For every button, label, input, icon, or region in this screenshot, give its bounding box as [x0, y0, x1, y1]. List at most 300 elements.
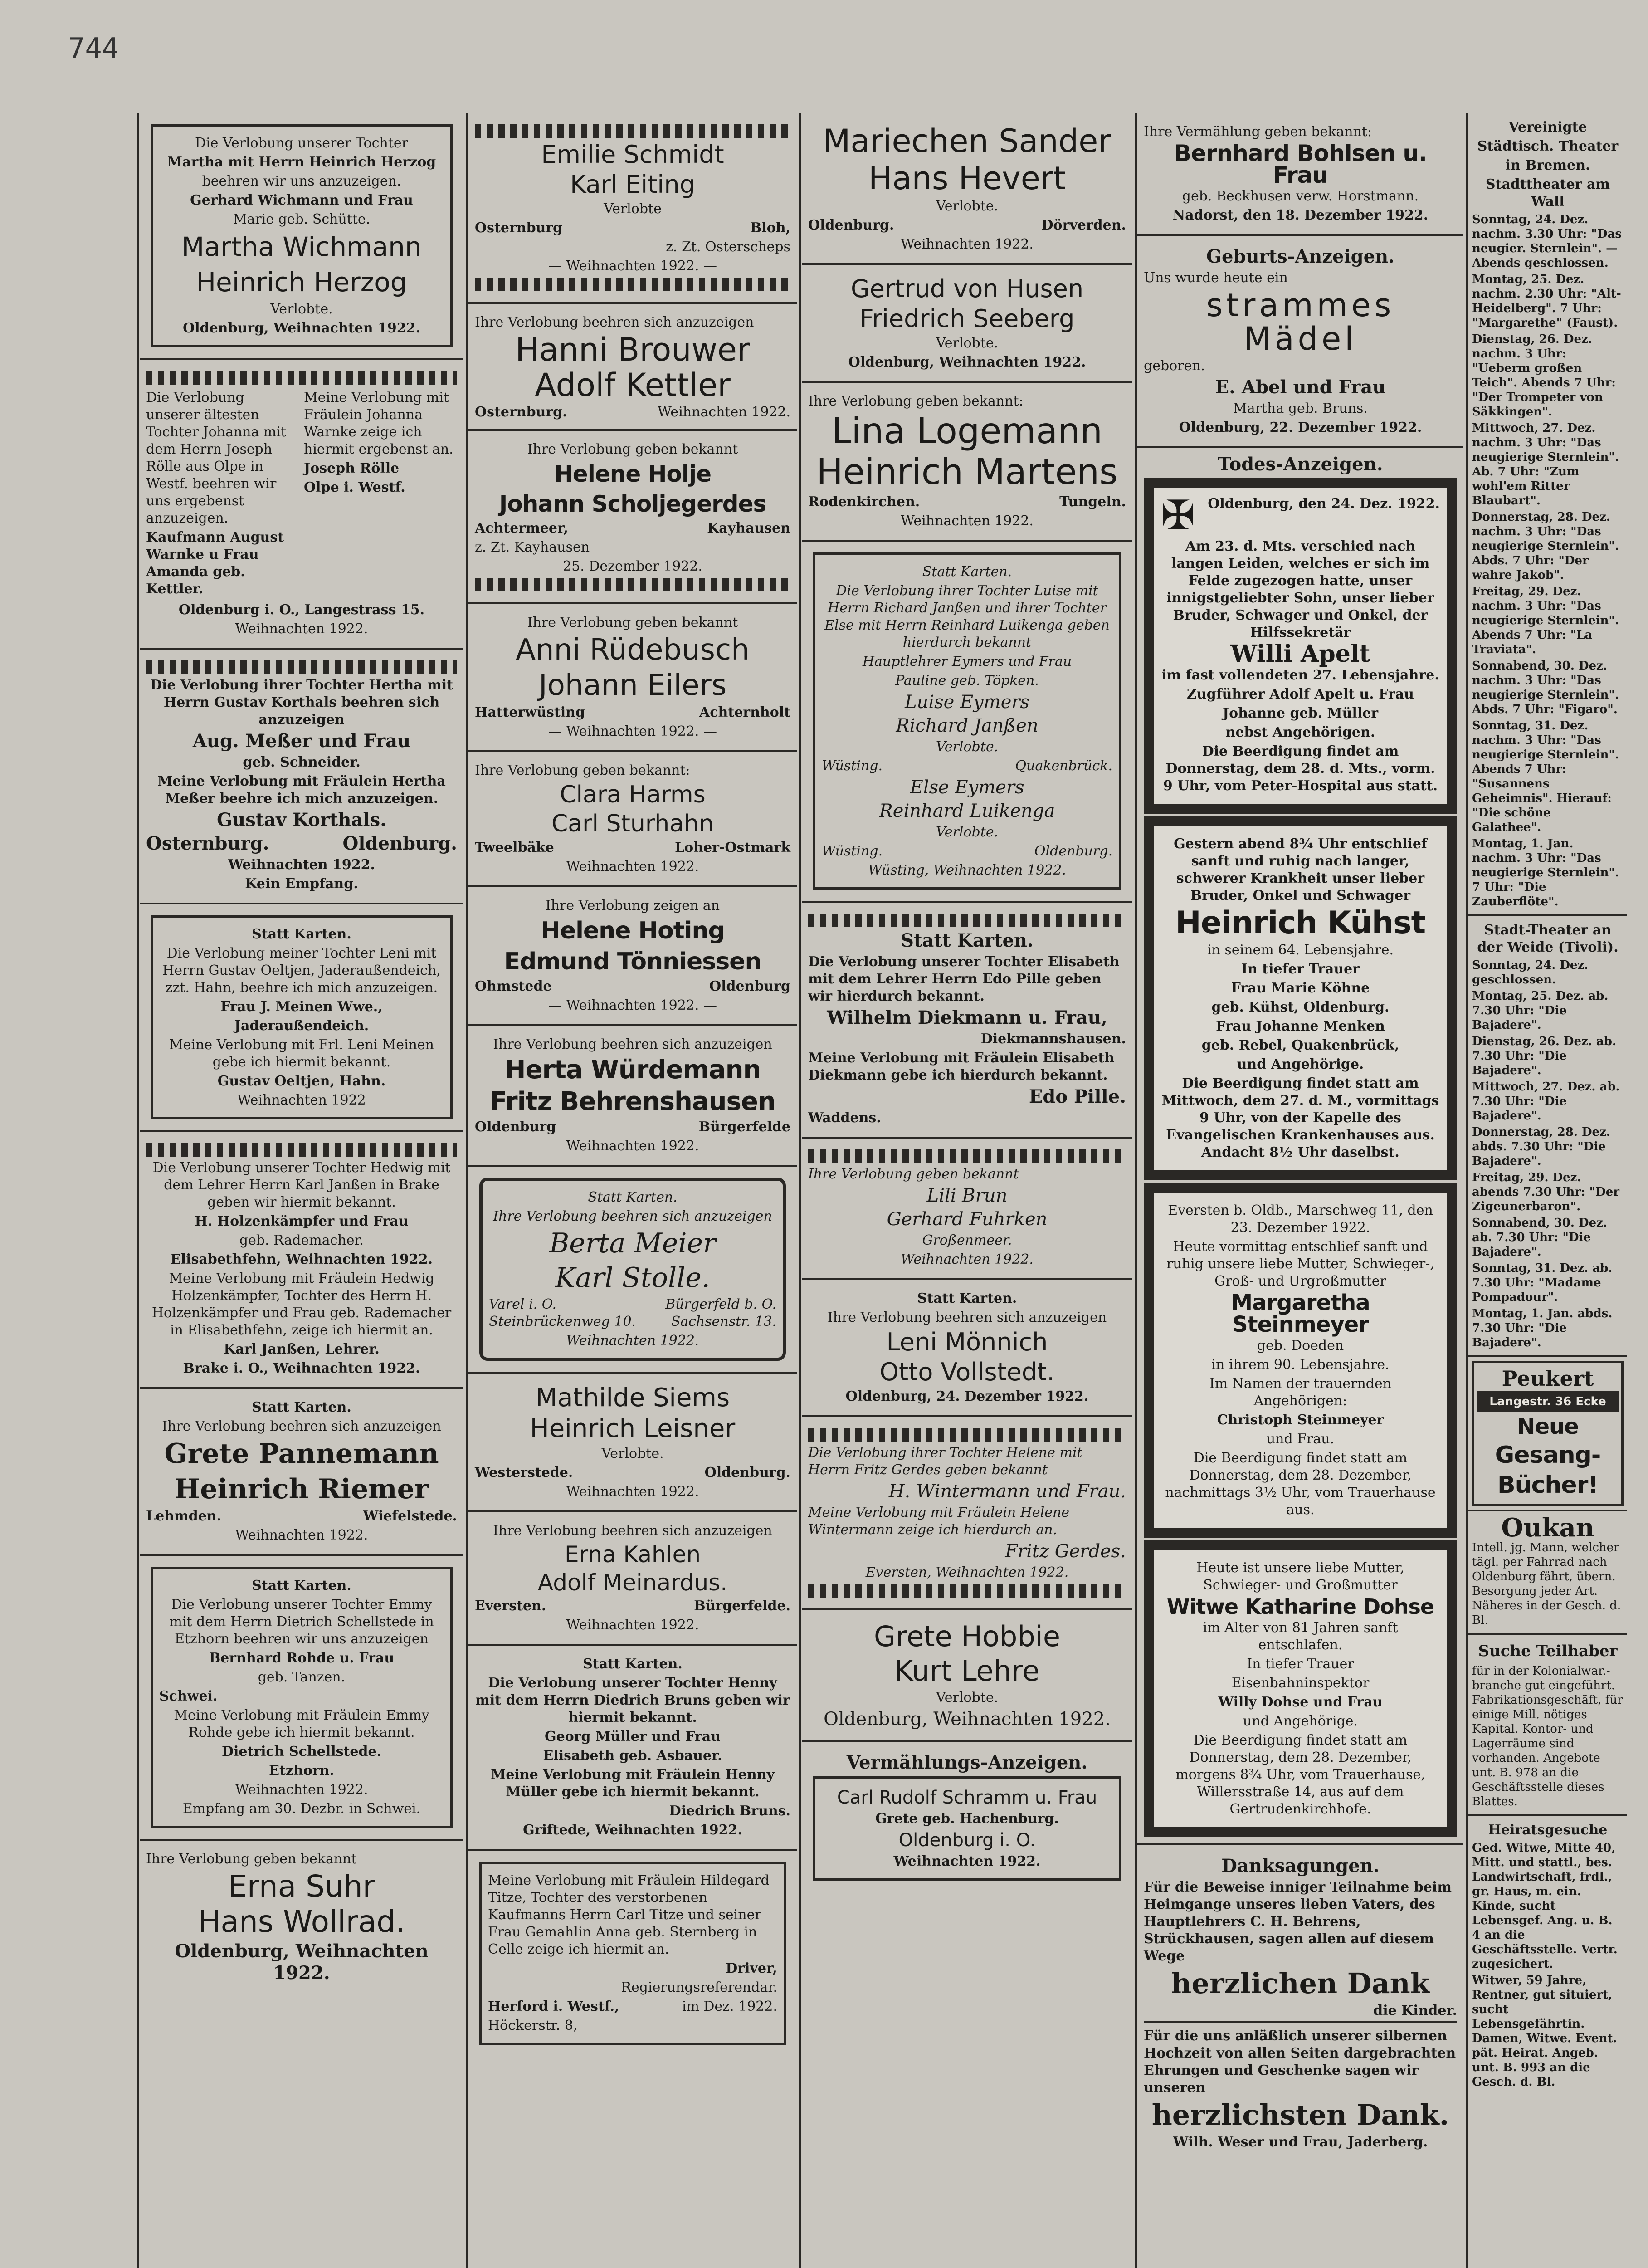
date: Weihnachten 1922.: [901, 1251, 1034, 1267]
text: geb. Tanzen.: [258, 1669, 346, 1685]
name: Johann Scholjegerdes: [499, 491, 766, 517]
text: Stadt-Theater an der Weide (Tivoli).: [1477, 922, 1619, 955]
engagement-ad-wintermann: [802, 1417, 1132, 1610]
text: Lehmden.: [146, 1508, 222, 1524]
date: Weihnachten 1922.: [658, 404, 790, 420]
text: Ihre Verlobung geben bekannt: [146, 1851, 357, 1867]
death-notice-kuehst: [1144, 816, 1457, 1180]
engagement-ad-holzenkaempfer: [140, 1132, 463, 1389]
text: Osternburg: [475, 220, 563, 236]
text: Statt Karten.: [252, 1578, 351, 1593]
text: Statt Karten.: [252, 926, 351, 942]
wedding-section: [802, 1742, 1132, 1892]
name: Clara Harms: [560, 781, 706, 808]
text: Städtisch. Theater: [1477, 138, 1619, 154]
text: Oldenburg i. O.: [898, 1830, 1036, 1851]
name: Friedrich Seeberg: [859, 304, 1075, 333]
date: Weihnachten 1922: [237, 1092, 366, 1108]
name: Margaretha Steinmeyer: [1231, 1290, 1370, 1337]
name: Leni Mönnich: [886, 1328, 1048, 1356]
date: Weihnachten 1922.: [566, 859, 699, 875]
text: Wüsting.: [822, 758, 883, 774]
text: Witwer, 59 Jahre, Rentner, gut situiert, sucht Lebensgefährtin. Damen, Witwe. Event. pät. Heirat. Angeb. unt. B. 993 an die Gesch. d. Bl.: [1472, 1974, 1617, 2089]
ornament-border: [808, 1584, 1126, 1598]
text: Ihre Verlobung geben bekannt:: [808, 393, 1024, 409]
text: Oldenburg.: [342, 833, 457, 854]
date: 25. Dezember 1922.: [563, 558, 702, 574]
text: Oldenburg.: [1034, 843, 1112, 859]
text: Stadttheater am Wall: [1485, 176, 1610, 210]
text: Oldenburg i. O., Langestrass 15.: [178, 602, 425, 618]
text: Kein Empfang.: [245, 876, 358, 892]
date: — Weihnachten 1922. —: [548, 997, 717, 1013]
section-heading: Vermählungs-Anzeigen.: [846, 1752, 1088, 1773]
text: Bürgerfelde.: [694, 1598, 790, 1614]
engagement-ad-pannemann: [140, 1389, 463, 1556]
text: Oldenburg.: [704, 1465, 790, 1481]
engagement-ad-siems: [468, 1374, 797, 1512]
engagement-ad-meier: [468, 1167, 797, 1374]
text: Sachsenstr. 13.: [671, 1314, 776, 1330]
birth-announcement: [1137, 236, 1463, 448]
text: Marie geb. Schütte.: [233, 211, 371, 227]
text: Peukert: [1502, 1366, 1594, 1391]
text: und Angehörige.: [1243, 1713, 1358, 1729]
text: Freitag, 29. Dez. abends 7.30 Uhr: "Der Zigeunerbaron".: [1472, 1171, 1619, 1213]
text: Meine Verlobung mit Fräulein Emmy Rohde gebe ich hiermit bekannt.: [174, 1707, 429, 1740]
text: Gestern abend 8¾ Uhr entschlief sanft und ruhig nach langer, schwerer Krankheit unser lieber Bruder, Onkel und Schwager: [1174, 836, 1427, 904]
text: Die Verlobung ihrer Tochter Luise mit Herrn Richard Janßen und ihrer Tochter Else mit Herrn Reinhard Luikenga geben hierdurch bekannt: [824, 583, 1110, 650]
ad-right: [304, 387, 457, 600]
text: Für die uns anläßlich unserer silbernen Hochzeit von allen Seiten dargebrachten Ehrungen und Geschenke sagen wir unseren: [1144, 2021, 1457, 2097]
date: Oldenburg, Weihnachten 1922.: [175, 1941, 429, 1984]
text: Frau J. Meinen Wwe.,: [220, 999, 383, 1015]
text: Schwei.: [159, 1688, 218, 1704]
ornament-border: [808, 1149, 1126, 1163]
date: Brake i. O., Weihnachten 1922.: [183, 1360, 420, 1376]
text: geb. Beckhusen verw. Horstmann.: [1182, 188, 1419, 204]
text: Frau Marie Köhne: [1231, 980, 1370, 996]
text: Dienstag, 26. Dez. nachm. 3 Uhr: "Ueberm großen Teich". Abends 7 Uhr: "Der Trompeter von Säkkingen".: [1472, 332, 1616, 419]
name: Heinrich Leisner: [530, 1414, 736, 1443]
places: [808, 217, 1126, 234]
text: Statt Karten.: [588, 1189, 678, 1205]
name: Mariechen Sander: [823, 122, 1112, 160]
section-heading: Geburts-Anzeigen.: [1206, 246, 1395, 267]
section-heading: Todes-Anzeigen.: [1218, 454, 1383, 475]
text: Kayhausen: [707, 520, 790, 536]
text: Loher-Ostmark: [675, 840, 790, 855]
name: Witwe Katharine Dohse: [1166, 1594, 1434, 1619]
text: im Alter von 81 Jahren sanft entschlafen.: [1203, 1620, 1398, 1653]
date: Weihnachten 1922.: [566, 1333, 699, 1349]
text: Montag, 1. Jan. nachm. 3 Uhr: "Das neugierige Sternlein". 7 Uhr: "Die Zauberflöte".: [1472, 837, 1619, 909]
text: Freitag, 29. Dez. nachm. 3 Uhr: "Das neugierige Sternlein". Abends 7 Uhr: "La Traviata".: [1472, 585, 1619, 656]
date: Weihnachten 1922.: [566, 1617, 699, 1633]
engagement-ad-suhr: [140, 1841, 463, 1994]
places: [475, 520, 790, 537]
text: H. Wintermann und Frau.: [888, 1481, 1126, 1502]
ad-frame: [479, 1862, 786, 2045]
text: Die Beerdigung findet statt am Donnerstag, dem 28. Dezember, morgens 8¾ Uhr, vom Trauerhause, Willersstraße 14, aus auf dem Gertrudenkirchhofe.: [1175, 1732, 1425, 1817]
death-notice-dohse: [1144, 1540, 1457, 1837]
ornament-border: [475, 124, 790, 138]
text: Willy Dohse und Frau: [1218, 1694, 1383, 1710]
text: Aug. Meßer und Frau: [192, 730, 411, 752]
engagement-ad-meinen: [140, 904, 463, 1132]
places: [822, 758, 1112, 775]
name: Martha Wichmann: [181, 231, 422, 262]
places: [146, 1508, 457, 1525]
name: Emilie Schmidt: [541, 140, 724, 169]
text: Vereinigte: [1508, 119, 1587, 135]
engagement-ad-mueller: [468, 1646, 797, 1851]
engagement-ad-moennich: [802, 1280, 1132, 1417]
text: z. Zt. Osterscheps: [666, 239, 790, 255]
notice-top: [1161, 492, 1440, 539]
places: [475, 220, 790, 237]
name: Reinhard Luikenga: [879, 801, 1055, 821]
name: Luise Eymers: [904, 692, 1030, 713]
death-notice-steinmeyer: [1144, 1183, 1457, 1538]
text: Varel i. O.: [489, 1296, 557, 1312]
name: Herta Würdemann: [504, 1055, 761, 1085]
text: Die Verlobung unserer Tochter: [195, 135, 408, 151]
ornament-border: [808, 914, 1126, 927]
text: Jaderaußendeich.: [234, 1018, 369, 1034]
engagement-ad-titze: [468, 1851, 797, 2056]
name: Carl Rudolf Schramm u. Frau: [837, 1787, 1097, 1808]
places: [475, 1464, 790, 1481]
places: [475, 978, 790, 995]
text: Ihre Verlobung geben bekannt:: [475, 763, 690, 778]
iron-cross-icon: ✠: [1161, 492, 1195, 539]
places: [488, 1998, 777, 2015]
name: Karl Stolle.: [555, 1262, 710, 1294]
date: Oldenburg, den 24. Dez. 1922.: [1208, 496, 1440, 512]
name: Heinrich Herzog: [196, 267, 407, 298]
thanks-notices: [1137, 1845, 1463, 2161]
engagement-ad-messer: [140, 650, 463, 904]
engagement-ad-harms: [468, 752, 797, 887]
text: Osternburg.: [146, 833, 269, 854]
text: z. Zt. Kayhausen: [475, 539, 590, 555]
text: Diekmannshausen.: [980, 1031, 1126, 1047]
column-rule: [137, 113, 139, 2268]
text: Statt Karten.: [252, 1399, 351, 1415]
engagement-ad-eymers: [802, 542, 1132, 903]
engagement-ad-sander: [802, 113, 1132, 265]
name: Hanni Brouwer: [515, 331, 750, 368]
text: beehren wir uns anzuzeigen.: [202, 173, 401, 189]
engagement-ad-rohde: [140, 1556, 463, 1841]
text: Neue: [1517, 1414, 1579, 1439]
text: Bürgerfeld b. O.: [665, 1296, 776, 1312]
text: Verlobte.: [601, 1446, 664, 1461]
name: Heinrich Martens: [816, 452, 1118, 493]
text: Eversten b. Oldb., Marschweg 11, den 23. Dezember 1922.: [1168, 1202, 1433, 1236]
text: Meine Verlobung mit Fräulein Johanna Warnke zeige ich hiermit ergebenst an.: [304, 390, 453, 457]
column-3: [802, 113, 1132, 2268]
name: Anni Rüdebusch: [516, 633, 750, 667]
text: Grete geb. Hachenburg.: [875, 1811, 1059, 1827]
text: Sonnabend, 30. Dez. nachm. 3 Uhr: "Das neugierige Sternlein". Abds. 7 Uhr: "Figaro".: [1472, 659, 1619, 716]
date: Nadorst, den 18. Dezember 1922.: [1172, 207, 1429, 223]
name: Kurt Lehre: [894, 1654, 1040, 1687]
name: Fritz Behrenshausen: [490, 1087, 775, 1116]
text: Ihre Verlobung beehren sich anzuzeigen: [493, 1208, 772, 1224]
text: Verlobte.: [270, 301, 333, 317]
engagement-ad-husen: [802, 265, 1132, 383]
text: Meine Verlobung mit Fräulein Elisabeth Diekmann gebe ich hierdurch bekannt.: [808, 1050, 1114, 1083]
text: Am 23. d. Mts. verschied nach langen Leiden, welches er sich im Felde zugezogen hatte, unser innigstgeliebter Sohn, unser lieber Bruder, Schwager und Onkel, der Hilfssekretär: [1166, 538, 1434, 640]
text: Die Beerdigung findet statt am Mittwoch, dem 27. d. M., vormittags 9 Uhr, von der Kapelle des Evangelischen Krankenhauses aus. Andacht 8½ Uhr daselbst.: [1161, 1075, 1439, 1160]
text: Die Verlobung unserer Tochter Elisabeth mit dem Lehrer Herrn Edo Pille geben wir hierdurch bekannt.: [808, 954, 1120, 1004]
text: Ihre Verlobung zeigen an: [545, 898, 720, 914]
text: Statt Karten.: [583, 1656, 683, 1672]
text: geb. Rebel, Quakenbrück,: [1201, 1037, 1399, 1053]
ornament-border: [146, 371, 457, 385]
text: nebst Angehörigen.: [1225, 724, 1375, 740]
ornament-border: [146, 660, 457, 674]
text: herzlichsten Dank.: [1151, 2098, 1449, 2131]
text: Westerstede.: [475, 1465, 573, 1481]
name: Else Eymers: [910, 777, 1024, 798]
name: Hans Hevert: [868, 160, 1066, 197]
date: Oldenburg, 24. Dezember 1922.: [845, 1388, 1089, 1404]
text: Dienstag, 26. Dez. ab. 7.30 Uhr: "Die Bajadere".: [1472, 1035, 1616, 1077]
date: Weihnachten 1922.: [235, 1527, 368, 1543]
text: Ihre Verlobung geben bekannt: [527, 441, 738, 457]
death-notices: [1137, 448, 1463, 1845]
ornament-border: [475, 278, 790, 291]
name: Gerhard Fuhrken: [887, 1209, 1048, 1230]
text: Suche Teilhaber: [1478, 1642, 1618, 1660]
text: Christoph Steinmeyer: [1217, 1412, 1384, 1428]
classified-ad-oukan: [1468, 1511, 1627, 1635]
ornament-border: [475, 578, 790, 591]
date: Griftede, Weihnachten 1922.: [523, 1822, 742, 1838]
text: Pauline geb. Töpken.: [895, 673, 1039, 689]
text: Verlobte.: [936, 824, 999, 840]
text: Ihre Verlobung geben bekannt: [808, 1166, 1019, 1182]
text: Kaufmann August Warnke u Frau Amanda geb. Kettler.: [146, 529, 284, 597]
date: Weihnachten 1922.: [901, 513, 1034, 529]
two-part-ad: [146, 387, 457, 600]
theater-ad-bremen: [1468, 113, 1627, 916]
text: im fast vollendeten 27. Lebensjahre.: [1161, 667, 1439, 683]
column-4: [1137, 113, 1463, 2268]
name: Helene Holje: [554, 461, 712, 487]
text: Karl Janßen, Lehrer.: [224, 1341, 380, 1357]
name: Hans Wollrad.: [198, 1904, 405, 1939]
text: H. Holzenkämpfer und Frau: [195, 1213, 409, 1229]
text: Meine Verlobung mit Fräulein Henny Müller gebe ich hiermit bekannt.: [491, 1767, 775, 1800]
ad-frame: [813, 1776, 1121, 1881]
name: Willi Apelt: [1230, 640, 1370, 668]
page-number: 744: [68, 32, 119, 65]
text: Ihre Verlobung beehren sich anzuzeigen: [162, 1418, 441, 1434]
date: Weihnachten 1922.: [901, 236, 1034, 252]
text: Mittwoch, 27. Dez. nachm. 3 Uhr: "Das neugierige Sternlein". Ab. 7 Uhr: "Zum wohl'em Ritter Blaubart".: [1472, 421, 1619, 508]
text: Elisabeth geb. Asbauer.: [543, 1748, 722, 1764]
text: Georg Müller und Frau: [545, 1729, 721, 1745]
column-rule: [1135, 113, 1137, 2268]
column-rule: [799, 113, 801, 2268]
text: Achtermeer,: [475, 520, 569, 536]
text: Quakenbrück.: [1015, 758, 1112, 774]
text: geb. Schneider.: [243, 754, 361, 770]
name: Erna Kahlen: [564, 1541, 701, 1568]
text: Im Namen der trauernden Angehörigen:: [1209, 1376, 1392, 1409]
text: Die Verlobung meiner Tochter Leni mit Herrn Gustav Oeltjen, Jaderaußendeich, zzt. Hahn, beehre ich mich anzuzeigen.: [162, 945, 441, 996]
engagement-ad-hobbie: [802, 1610, 1132, 1742]
name: Bernhard Bohlsen u. Frau: [1174, 140, 1427, 188]
text: Ihre Vermählung geben bekannt:: [1144, 124, 1372, 140]
ornament-border: [808, 1428, 1126, 1442]
section-heading: Heiratsgesuche: [1488, 1822, 1608, 1838]
name: Johann Eilers: [538, 669, 727, 702]
text: Uns wurde heute ein: [1144, 270, 1288, 286]
text: Meine Verlobung mit Fräulein Helene Wintermann zeige ich hierdurch an.: [808, 1505, 1070, 1538]
name: Grete Hobbie: [873, 1620, 1061, 1653]
text: Achternholt: [699, 704, 790, 720]
column-2: [468, 113, 797, 2268]
text: Statt Karten.: [901, 930, 1034, 951]
text: Verlobte.: [936, 739, 999, 755]
name: Helene Hoting: [541, 917, 725, 944]
text: Die Beerdigung findet am Donnerstag, dem 28. d. Mts., vorm. 9 Uhr, vom Peter-Hospital aus statt.: [1163, 743, 1438, 794]
text: Eversten.: [475, 1598, 546, 1614]
text: Die Beerdigung findet statt am Donnerstag, dem 28. Dezember, nachmittags 3½ Uhr, vom Trauerhause aus.: [1165, 1450, 1436, 1518]
text: Ihre Verlobung geben bekannt: [527, 615, 738, 631]
date: Weihnachten 1922.: [566, 1138, 699, 1154]
text: Bloh,: [750, 220, 790, 236]
text: Osternburg.: [475, 404, 567, 420]
text: Die Verlobung ihrer Tochter Helene mit Herrn Fritz Gerdes geben bekannt: [808, 1445, 1082, 1478]
text: Oldenburg: [475, 1119, 556, 1135]
text: E. Abel und Frau: [1215, 376, 1386, 398]
name: Lina Logemann: [831, 411, 1103, 452]
text: Driver,: [726, 1960, 777, 1976]
date: Weihnachten 1922.: [228, 857, 375, 873]
places: [475, 704, 790, 721]
text: Martha geb. Bruns.: [1233, 401, 1368, 416]
text: Gerhard Wichmann und Frau: [190, 192, 413, 208]
text: Hatterwüsting: [475, 704, 585, 720]
name: Adolf Meinardus.: [537, 1569, 728, 1596]
text: Ihre Verlobung beehren sich anzuzeigen: [493, 1036, 772, 1052]
date: im Dez. 1922.: [682, 1999, 777, 2014]
engagement-ad-warnke: [140, 360, 463, 650]
text: Steinbrückenweg 10.: [489, 1314, 636, 1330]
date: Weihnachten 1922.: [893, 1853, 1041, 1869]
places: [489, 1296, 776, 1313]
column-rule: [466, 113, 468, 2268]
engagement-ad-logemann: [802, 383, 1132, 542]
text: Tungeln.: [1059, 494, 1126, 510]
name: Otto Vollstedt.: [879, 1358, 1055, 1386]
engagement-ad-wichmann: [140, 113, 463, 360]
date: Weihnachten 1922.: [235, 1782, 368, 1798]
places: [475, 404, 790, 421]
text: Diedrich Bruns.: [669, 1803, 790, 1819]
text: Meine Verlobung mit Frl. Leni Meinen gebe ich hiermit bekannt.: [169, 1037, 434, 1070]
date: Oldenburg, Weihnachten 1922.: [848, 354, 1086, 370]
text: Montag, 1. Jan. abds. 7.30 Uhr: "Die Bajadere".: [1472, 1307, 1613, 1349]
ad-frame: [151, 1567, 453, 1828]
text: Sonntag, 31. Dez. ab. 7.30 Uhr: "Madame Pompadour".: [1472, 1261, 1613, 1304]
text: herzlichen Dank: [1171, 1967, 1430, 2000]
name: Grete Pannemann: [164, 1438, 439, 1470]
wedding-ad-bohlsen: [1137, 113, 1463, 236]
text: Für die Beweise inniger Teilnahme beim Heimgange unseres lieben Vaters, des Hauptlehrers C. H. Behrens, Strückhausen, sagen allen auf diesem Wege: [1144, 1879, 1452, 1964]
text: Bücher!: [1497, 1471, 1599, 1499]
name: Heinrich Riemer: [174, 1473, 429, 1505]
text: Meine Verlobung mit Fräulein Hertha Meßer beehre ich mich anzuzeigen.: [157, 773, 446, 807]
text: Donnerstag, 28. Dez. abds. 7.30 Uhr: "Die Bajadere".: [1472, 1125, 1610, 1168]
ad-frame: [1472, 1361, 1624, 1506]
engagement-ad-brouwer: [468, 304, 797, 431]
text: geb. Kühst, Oldenburg.: [1211, 999, 1390, 1015]
date: Elisabethfehn, Weihnachten 1922.: [170, 1251, 433, 1267]
text: Donnerstag, 28. Dez. nachm. 3 Uhr: "Das neugierige Sternlein". Abds. 7 Uhr: "Der wahre Jakob".: [1472, 510, 1619, 582]
date: Oldenburg, Weihnachten 1922.: [183, 320, 420, 336]
ad-frame: [151, 915, 453, 1119]
name: Berta Meier: [549, 1227, 716, 1259]
text: Ihre Verlobung beehren sich anzuzeigen: [493, 1523, 772, 1539]
date: — Weihnachten 1922. —: [548, 258, 717, 274]
text: Gustav Oeltjen, Hahn.: [217, 1073, 386, 1089]
ad-frame: [151, 124, 453, 347]
places: [475, 1119, 790, 1136]
column-5: [1468, 113, 1627, 2268]
text: Mittwoch, 27. Dez. ab. 7.30 Uhr: "Die Bajadere".: [1472, 1080, 1620, 1123]
engagement-ad-schmidt: [468, 113, 797, 304]
text: Olpe i. Westf.: [304, 479, 405, 495]
date: — Weihnachten 1922. —: [548, 723, 717, 739]
text: Regierungsreferendar.: [621, 1980, 777, 1995]
text: Sonntag, 24. Dez. nachm. 3.30 Uhr: "Das neugier. Sternlein". — Abends geschlossen.: [1472, 213, 1622, 270]
text: Wilh. Weser und Frau, Jaderberg.: [1173, 2134, 1428, 2150]
text: Statt Karten.: [917, 1290, 1017, 1306]
places: [808, 494, 1126, 511]
text: Heute vormittag entschlief sanft und ruhig unsere liebe Mutter, Schwieger-, Groß- und Urgroßmutter: [1166, 1239, 1434, 1289]
name: Heinrich Kühst: [1175, 905, 1426, 941]
text: Ihre Verlobung beehren sich anzuzeigen: [475, 314, 754, 330]
places: [146, 833, 457, 855]
text: Gustav Korthals.: [216, 809, 387, 831]
engagement-ad-hoting: [468, 887, 797, 1026]
text: Wiefelstede.: [363, 1508, 457, 1524]
text: Sonntag, 31. Dez. nachm. 3 Uhr: "Das neugierige Sternlein". Abends 7 Uhr: "Susannens Geheimnis". Hierauf: "Die schöne Galathee".: [1472, 719, 1619, 834]
text: Dietrich Schellstede.: [221, 1744, 382, 1760]
ad-frame: [479, 1178, 786, 1361]
engagement-ad-brun: [802, 1139, 1132, 1280]
name: Karl Eiting: [570, 170, 695, 199]
text: Statt Karten.: [922, 564, 1012, 580]
text: In tiefer Trauer: [1247, 1656, 1354, 1672]
ad-left: [146, 387, 299, 600]
text: Ged. Witwe, Mitte 40, Mitt. und stattl., bes. Landwirtschaft, frdl., gr. Haus, m. ein. Kinde, sucht Lebensgef. Ang. u. B. 4 an die Geschäftsstelle. Vertr. zugesichert.: [1472, 1841, 1618, 1971]
name: Edmund Tönniessen: [504, 948, 761, 975]
text: in Bremen.: [1505, 157, 1590, 173]
engagement-ad-holje: [468, 431, 797, 604]
text: und Frau.: [1266, 1431, 1335, 1447]
text: Gesang-: [1495, 1442, 1601, 1469]
places: [475, 1598, 790, 1615]
text: Die Verlobung unserer ältesten Tochter Johanna mit dem Herrn Joseph Rölle aus Olpe in Westf. beehren wir uns ergebenst anzuzeigen.: [146, 390, 287, 526]
